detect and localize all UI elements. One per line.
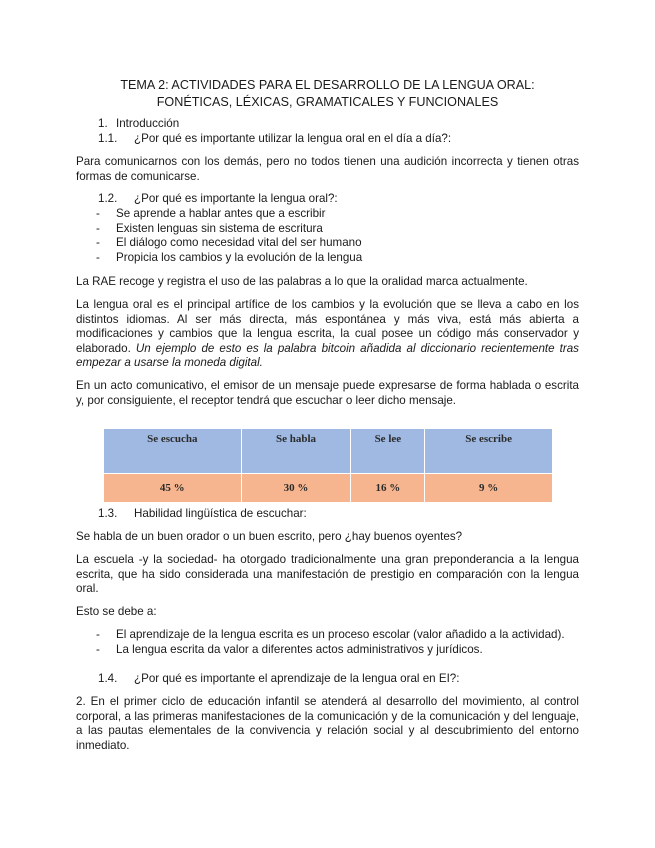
section-1-4-heading (98, 672, 459, 687)
section-1-2-heading (98, 192, 338, 207)
page-title (76, 77, 579, 110)
paragraph-3-text: La lengua oral es el principal artífice de los cambios y la evolución que se lleva a cabo en los distintos idiomas. Al ser más directa, más espontánea y más viva, está más abierta a modificaciones y cambios que la lengua escrita, la cual posee un código más conservador y elaborado. (76, 298, 579, 355)
table-header-row (104, 429, 553, 474)
paragraph-3 (76, 298, 579, 371)
paragraph-5: Se habla de un buen orador o un buen escrito, pero ¿hay buenos oyentes? (76, 530, 463, 543)
title-line-2: FONÉTICAS, LÉXICAS, GRAMATICALES Y FUNCIONALES (156, 94, 499, 109)
bullet-list-1 (96, 207, 566, 265)
list-item: - El diálogo como necesidad vital del ser humano (96, 236, 362, 250)
table-cell: 16 % (351, 474, 425, 503)
section-label: ¿Por qué es importante el aprendizaje de la lengua oral en EI?: (134, 672, 460, 685)
section-label: ¿Por qué es importante la lengua oral?: (134, 192, 338, 205)
section-1-heading (98, 117, 179, 132)
table-cell: 30 % (241, 474, 351, 503)
section-number: 1.4. (98, 672, 118, 685)
section-number: 1. (98, 117, 108, 130)
list-item: - El aprendizaje de la lengua escrita es un proceso escolar (valor añadido a la actividad). (96, 628, 565, 641)
paragraph-6: La escuela -y la sociedad- ha otorgado tradicionalmente una gran preponderancia a la lengua escrita, que ha sido considerada una manifestación de prestigio en comparación con la lengua oral. (76, 553, 579, 596)
section-number: 1.1. (98, 132, 118, 145)
list-item: - La lengua escrita da valor a diferentes actos administrativos y jurídicos. (96, 642, 483, 656)
paragraph-3-italic: Un ejemplo de esto es la palabra bitcoin añadida al diccionario recientemente tras empezar a usarse la moneda digital. (76, 341, 579, 370)
bullet-list-2 (96, 628, 576, 657)
table-cell: 45 % (104, 474, 242, 503)
paragraph-1: Para comunicarnos con los demás, pero no todos tienen una audición incorrecta y tienen otras formas de comunicarse. (76, 155, 579, 183)
table-header-cell: Se habla (241, 429, 351, 474)
section-number: 1.3. (98, 507, 118, 520)
section-label: Introducción (116, 117, 180, 130)
list-item: - Existen lenguas sin sistema de escritura (96, 221, 323, 235)
list-item: - Propicia los cambios y la evolución de la lengua (96, 250, 363, 264)
table-row (104, 474, 553, 503)
section-1-3-heading (98, 507, 307, 522)
table-cell: 9 % (425, 474, 553, 503)
statistics-table (103, 428, 553, 503)
table-header-cell: Se escribe (425, 429, 553, 474)
table-header-cell: Se escucha (104, 429, 242, 474)
paragraph-4: En un acto comunicativo, el emisor de un mensaje puede expresarse de forma hablada o escrita y, por consiguiente, el receptor tendrá que escuchar o leer dicho mensaje. (76, 379, 579, 407)
paragraph-7: Esto se debe a: (76, 605, 157, 618)
section-1-1-heading (98, 132, 451, 147)
section-label: Habilidad lingüística de escuchar: (134, 507, 307, 520)
paragraph-2: La RAE recoge y registra el uso de las palabras a lo que la oralidad marca actualmente. (76, 275, 528, 288)
table-header-cell: Se lee (351, 429, 425, 474)
section-label: ¿Por qué es importante utilizar la lengua oral en el día a día?: (134, 132, 452, 145)
section-number: 1.2. (98, 192, 118, 205)
title-line-1: TEMA 2: ACTIVIDADES PARA EL DESARROLLO DE LA LENGUA ORAL: (120, 78, 535, 92)
paragraph-8: 2. En el primer ciclo de educación infantil se atenderá al desarrollo del movimiento, al control corporal, a las primeras manifestaciones de la comunicación y de la comunicación y del lenguaje, a las pautas elementales de la convivencia y relación social y al descubrimiento del entorno inmediato. (76, 695, 579, 752)
list-item: - Se aprende a hablar antes que a escribir (96, 207, 326, 220)
